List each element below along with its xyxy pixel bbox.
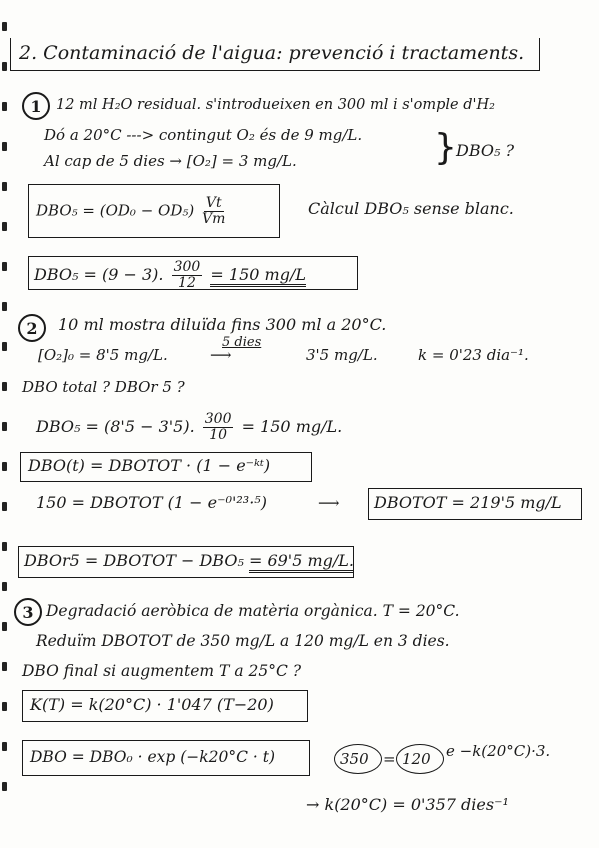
implies-arrow-icon: ⟶ bbox=[318, 494, 340, 512]
p3-line3: DBO final si augmentem T a 25°C ? bbox=[22, 662, 302, 680]
problem-number-3: 3 bbox=[14, 598, 42, 626]
arrow-icon: ⟶ bbox=[210, 346, 232, 364]
brace: } bbox=[434, 127, 457, 168]
problem-number-1: 1 bbox=[22, 92, 50, 120]
p2-question: DBO total ? DBOr 5 ? bbox=[22, 378, 185, 396]
p2-eq-result: DBOTOT = 219'5 mg/L bbox=[374, 493, 562, 512]
p2-rem: DBOr5 = DBOTOT − DBO₅ = 69'5 mg/L. bbox=[24, 552, 354, 570]
p2-line2b: 3'5 mg/L. bbox=[306, 346, 378, 364]
problem-number-2: 2 bbox=[18, 314, 46, 342]
p2-formula: DBO(t) = DBOTOT · (1 − e⁻ᵏᵗ) bbox=[28, 456, 271, 475]
p3-exp: e −k(20°C)·3. bbox=[446, 742, 551, 760]
p2-line1: 10 ml mostra diluïda fins 300 ml a 20°C. bbox=[58, 315, 387, 334]
p1-line3: Al cap de 5 dies → [O₂] = 3 mg/L. bbox=[44, 152, 297, 170]
notebook-page: 2. Contaminació de l'aigua: prevenció i tractaments. 1 12 ml H₂O residual. s'introdueixen en 300 ml i s'omple d'H₂ Dó a 20°C ---> contingut O₂ és de 9 mg/L. Al cap de 5 dies → [O₂] = 3 mg/L. } DBO₅ ? DBO₅ = (OD₀ − OD₅) $\frac{Vt}{Vm}$ Càlcul DBO₅ sense blanc. DBO₅ = (9 − 3). $\frac{300}{12}$ = 150 mg/L 2 10 ml mostra diluïda fins 300 ml a 20°C. [O₂]₀ = 8'5 mg/L. 5 dies ⟶ 3'5 mg/L. k = 0'23 dia⁻¹. DBO total ? DBOr 5 ? DBO₅ = (8'5 − 3'5). $\frac{300}{10}$ = 150 mg/L. DBO(t) = DBOTOT · (1 − e⁻ᵏᵗ) 150 = DBOTOT (1 − e⁻⁰'²³·⁵) ⟶ DBOTOT = 219'5 mg/L DBOr5 = DBOTOT − DBO₅ = 69'5 mg/L. 3 Degradació aeròbica de matèria orgànica. T = 20°C. Reduïm DBOTOT de 350 mg/L a 120 mg/L en 3 dies. DBO final si augmentem T a 25°C ? K(T) = k(20°C) · 1'047 (T−20) DBO = DBO₀ · exp (−k20°C · t) 350 = 120 e −k(20°C)·3. → k(20°C) = 0'357 dies⁻¹ bbox=[0, 0, 599, 848]
p1-line2: Dó a 20°C ---> contingut O₂ és de 9 mg/L. bbox=[44, 126, 363, 144]
p1-formula-note: Càlcul DBO₅ sense blanc. bbox=[308, 199, 514, 218]
p1-result: = 150 mg/L bbox=[210, 265, 306, 287]
p1-line1: 12 ml H₂O residual. s'introdueixen en 300 ml i s'omple d'H₂ bbox=[56, 97, 495, 113]
p1-brace-label: DBO₅ ? bbox=[456, 141, 515, 160]
p1-formula: DBO₅ = (OD₀ − OD₅) $\frac{Vt}{Vm}$ bbox=[36, 195, 226, 227]
p2-line2a: [O₂]₀ = 8'5 mg/L. bbox=[38, 346, 168, 364]
binder-holes bbox=[2, 22, 8, 822]
p2-arrow-label: 5 dies bbox=[222, 335, 262, 350]
p3-line2: Reduïm DBOTOT de 350 mg/L a 120 mg/L en 3 dies. bbox=[36, 632, 450, 650]
p2-line2c: k = 0'23 dia⁻¹. bbox=[418, 346, 529, 364]
p3-formula2: DBO = DBO₀ · exp (−k20°C · t) bbox=[30, 748, 276, 766]
p3-formula1: K(T) = k(20°C) · 1'047 (T−20) bbox=[30, 695, 274, 714]
p2-eq: 150 = DBOTOT (1 − e⁻⁰'²³·⁵) bbox=[36, 493, 267, 512]
page-title: 2. Contaminació de l'aigua: prevenció i tractaments. bbox=[10, 38, 540, 71]
p3-oval1: 350 bbox=[340, 750, 369, 768]
p1-calc: DBO₅ = (9 − 3). $\frac{300}{12}$ = 150 mg/L bbox=[34, 259, 306, 291]
p3-result: → k(20°C) = 0'357 dies⁻¹ bbox=[306, 795, 509, 814]
p2-calc: DBO₅ = (8'5 − 3'5). $\frac{300}{10}$ = 150 mg/L. bbox=[36, 411, 343, 443]
p3-line1: Degradació aeròbica de matèria orgànica. T = 20°C. bbox=[46, 602, 460, 620]
p3-oval2: 120 bbox=[402, 750, 431, 768]
